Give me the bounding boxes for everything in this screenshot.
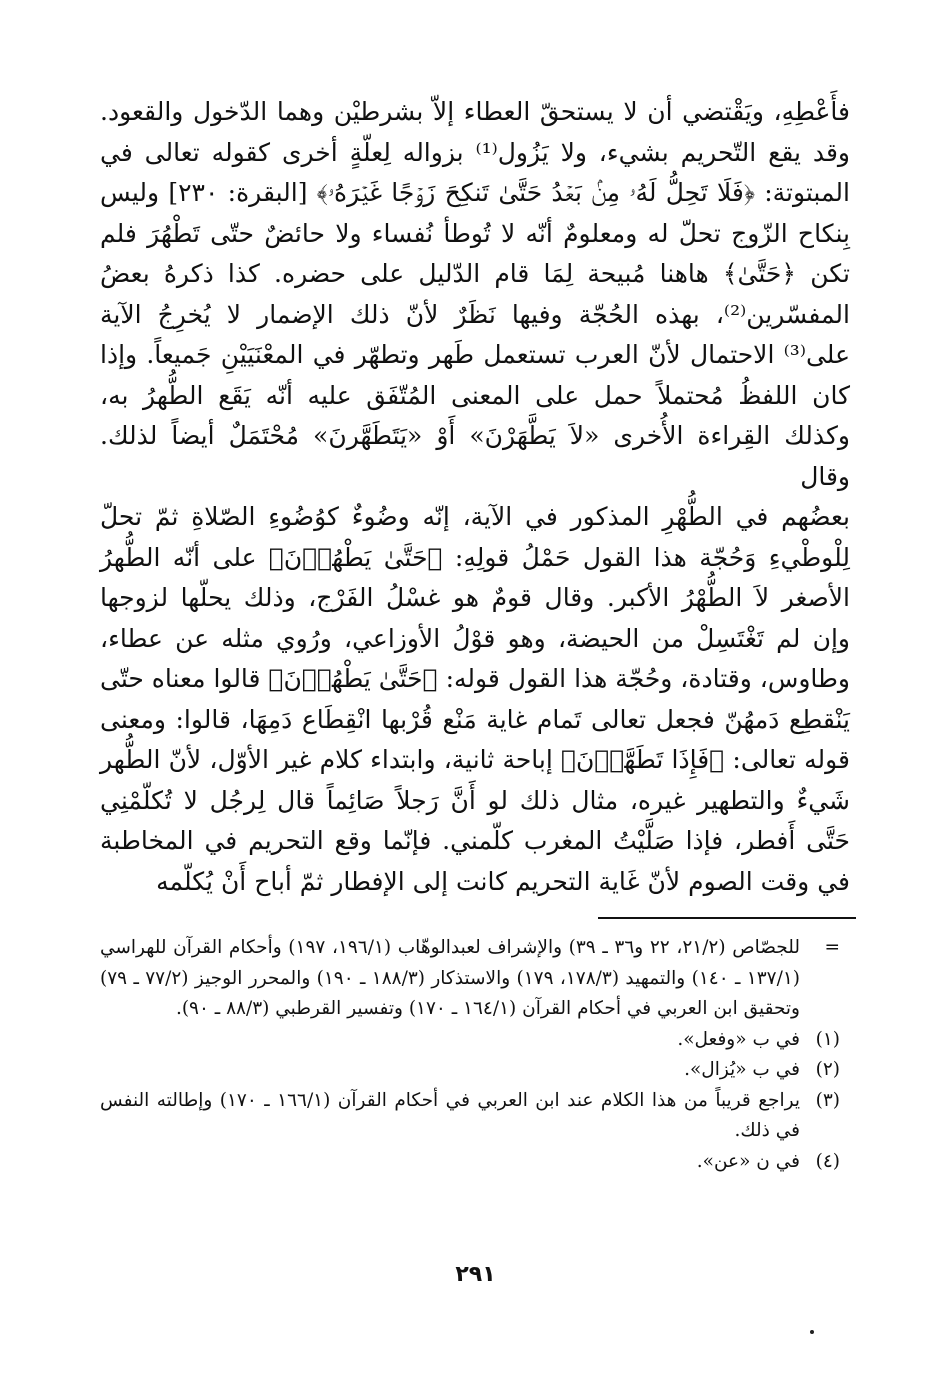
page-number: ٢٩١ xyxy=(455,1262,496,1287)
text-line: وقد يقع التّحريم بشيء، ولا يَزُول⁽¹⁾ بزواله لِعلّةٍ أخرى كقوله تعالى في xyxy=(100,137,851,167)
text-line: بعضُهم في الطُّهْرِ المذكور في الآية، إنّه وضُوءٌ كوُضُوءِ الصّلاةِ ثمّ تحلّ xyxy=(100,502,850,531)
footnote-separator xyxy=(598,917,856,919)
text-line: يَنْقطِع دَمهُنّ فجعل تعالى تَمام غاية مَنْع قُرْبها انْقِطَاع دَمِهَا، قالوا: ومعنى xyxy=(100,704,850,734)
main-text xyxy=(100,92,850,902)
text-line: تكن ﴿حَتَّىٰ﴾ هاهنا مُبيحة لِمَا قام الدّليل على حضره. كذا ذكرهُ بعضُ xyxy=(100,259,850,288)
footnote-mark: (٤) xyxy=(815,1150,840,1172)
text-line: وطاوس، وقتادة، وحُجّة هذا القول قوله: ﴿حَتَّىٰ يَطْهُرۡنَ﴾ قالوا معناه حتّى xyxy=(100,664,850,693)
text-line: لِلْوطْيءِ وَحُجّة هذا القول حَمْلُ قولِهِ: ﴿حَتَّىٰ يَطْهُرۡنَ﴾ على أنّه الطُّهرُ xyxy=(100,542,850,572)
text-line: فأَعْطِهِ، ويَقْتضي أن لا يستحقّ العطاء إلاّ بشرطيْن وهما الدّخول والقعود. xyxy=(100,97,850,126)
footnote-text: للجصّاص (٢١/٢، ٢٢ و٣٦ ـ ٣٩) والإشراف لعبدالوهّاب (١٩٦/١، ١٩٧) وأحكام القرآن للهراسي (١٣٧/١ ـ ١٤٠) والتمهيد (١٧٨/٣، ١٧٩) والاستذكار (١٨٨/٣ ـ ١٩٠) والمحرر الوجيز (٧٧/٢ ـ ٧٩) وتحقيق ابن العربي في أحكام القرآن (١٦٤/١ ـ ١٧٠) وتفسير القرطبي (٨٨/٣ ـ ٩٠). xyxy=(100,937,800,1019)
footnote-text: في ن «عن». xyxy=(696,1150,800,1172)
text-line: في وقت الصوم لأنّ غَاية التحريم كانت إلى الإفطار ثمّ أباح أَنْ يُكلّمه xyxy=(156,866,850,896)
footnote-mark: (٣) xyxy=(815,1089,840,1111)
scan-speck xyxy=(810,1330,814,1334)
text-line: المبتوتة: ﴿فَلَا تَحِلُّ لَهُۥ مِنۢ بَعۡدُ حَتَّىٰ تَنكِحَ زَوۡجًا غَيۡرَهُۥ﴾ [البقرة: ٢٣٠] وليس xyxy=(100,178,850,207)
footnote-continuation xyxy=(100,933,840,1025)
text-line: بِنكاح الزّوج تحلّ له ومعلومٌ أنّه لا تُوطأ نُفساء ولا حائضٌ حتّى تَطْهُرَ فلم xyxy=(100,218,850,248)
footnote-1 xyxy=(100,1025,840,1056)
footnote-2 xyxy=(100,1055,840,1086)
footnote-mark: = xyxy=(824,937,840,958)
footnote-mark: (٢) xyxy=(815,1059,840,1080)
footnote-text: في ب «يُزال». xyxy=(684,1059,800,1080)
text-line: الأصغر لاَ الطُّهْرُ الأكبر. وقال قومٌ هو غسْلُ الفَرْج، وذلك يحلّها لزوجها xyxy=(100,583,850,612)
footnotes xyxy=(100,933,840,1177)
footnote-mark: (١) xyxy=(815,1028,840,1050)
text-line: كان اللفظُ مُحتملاً حمل على المعنى المُتّفَق عليه أنّه يَقَع الطُّهرُ به، xyxy=(100,380,850,410)
text-line: قوله تعالى: ﴿فَإِذَا تَطَهَّرۡنَ﴾ إباحة ثانية، وابتداء كلام غير الأوّل، لأنّ الطُّهر xyxy=(100,745,850,774)
footnote-text: في ب «وفعل». xyxy=(677,1028,800,1050)
text-line: وكذلك القِراءة الأُخرى «لاَ يَطَّهَرْنَ» أَوْ «يَتَطَهَّرنَ» مُحْتَمَلٌ أيضاً لذلك. وقال xyxy=(100,421,850,491)
footnote-text: يراجع قريباً من هذا الكلام عند ابن العربي في أحكام القرآن (١٦٦/١ ـ ١٧٠) وإطالته النفس في ذلك. xyxy=(100,1089,800,1141)
text-line: المفسّرين⁽²⁾، بهذه الحُجّة وفيها نَظَرٌ لأنّ ذلك الإضمار لا يُخرِجُ الآية xyxy=(100,299,850,329)
footnote-4 xyxy=(100,1147,840,1178)
text-line: حَتَّى أَفطر، فإذا صَلَّيْتُ المغرب كلّمني. فإنّما وقع التحريم في المخاطبة xyxy=(100,826,850,855)
text-line: على⁽³⁾ الاحتمال لأنّ العرب تستعمل طَهر وتطهّر في المعْنَيَيْنِ جَميعاً. وإذا xyxy=(100,340,850,369)
page-body xyxy=(100,92,850,902)
text-line: شَيءٌ والتطهير غيره، مثال ذلك لو أَنَّ رَجلاً صَائِماً قال لِرجُل لا تُكلّمْنِي xyxy=(100,785,850,815)
footnote-3 xyxy=(100,1086,840,1147)
text-line: وإن لم تَغْتَسِلْ من الحيضة، وهو قوْلُ الأوزاعي، ورُوي مثله عن عطاء، xyxy=(100,623,850,653)
